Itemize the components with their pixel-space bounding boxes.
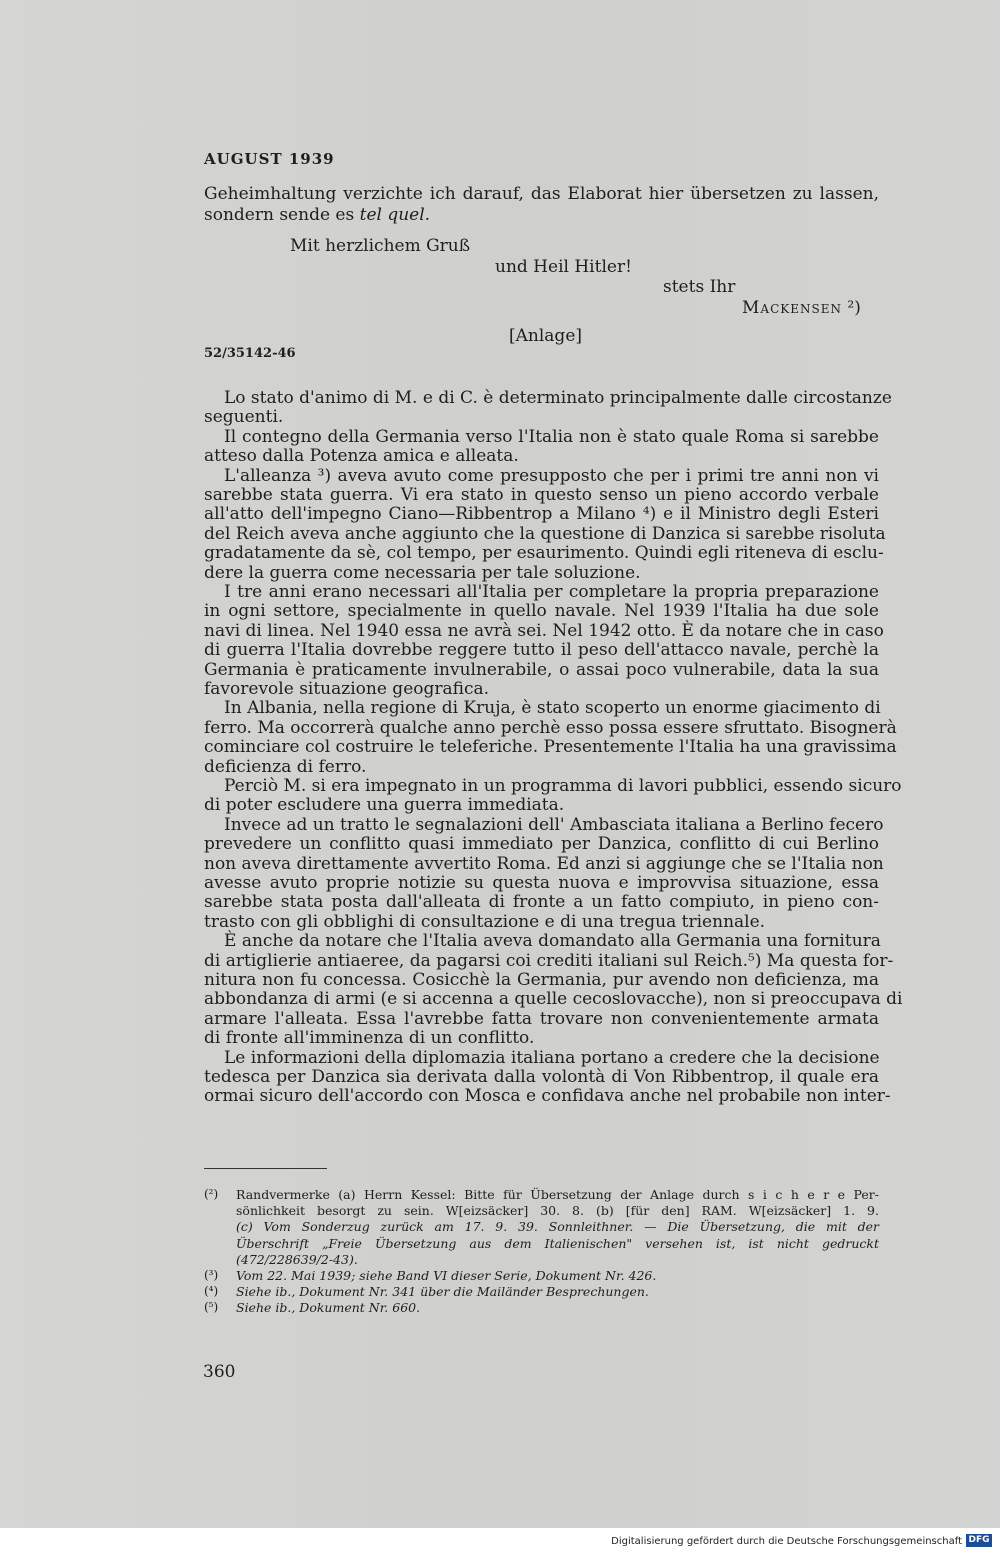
intro-text: sondern sende es tel quel. [204,205,431,225]
intro-line [204,206,879,225]
body-line: prevedere un conflitto quasi immediato per Danzica, conflitto di cui Berlino [204,834,879,855]
footnote-number: (⁴) [204,1284,219,1299]
footnote-line: Überschrift „Freie Übersetzung aus dem Italienischen" versehen ist, ist nicht gedruckt [236,1235,879,1251]
body-line: in ogni settore, specialmente in quello navale. Nel 1939 l'Italia ha due sole [204,601,879,622]
body-line: Germania è praticamente invulnerabile, o assai poco vulnerabile, data la sua [204,659,879,680]
body-line: di artiglierie antiaeree, da pagarsi coi crediti italiani sul Reich.⁵) Ma questa for- [204,950,894,971]
body-line: deficienza di ferro. [204,756,367,777]
anlage-heading: [Anlage] [509,326,583,346]
body-line: di poter escludere una guerra immediata. [204,795,565,816]
document-reference: 52/35142-46 [204,346,296,361]
running-header: AUGUST 1939 [204,150,335,168]
closing-heil: und Heil Hitler! [495,257,632,277]
footnote-line: (c) Vom Sonderzug zurück am 17. 9. 39. Sonnleithner. — Die Übersetzung, die mit der [236,1219,879,1235]
dfg-logo: DFG [966,1534,992,1547]
footnote-line: (472/228639/2-43). [236,1251,358,1267]
body-line: In Albania, nella regione di Kruja, è stato scoperto un enorme giacimento di [224,698,881,719]
body-line: armare l'alleata. Essa l'avrebbe fatta trovare non convenientemente armata [204,1008,879,1029]
body-line: Perciò M. si era impegnato in un programma di lavori pubblici, essendo sicuro [224,776,902,796]
body-line: di guerra l'Italia dovrebbe reggere tutto il peso dell'attacco navale, perchè la [204,640,879,661]
footnote-line: Randvermerke (a) Herrn Kessel: Bitte für Übersetzung der Anlage durch s i c h e r e Per- [236,1187,879,1202]
body-line: Le informazioni della diplomazia italiana portano a credere che la decisione [224,1047,880,1068]
signature-footnote-mark: ²) [847,298,861,318]
body-line: Lo stato d'animo di M. e di C. è determinato principalmente dalle circostanze [224,388,892,408]
footnote-number: (⁵) [204,1300,219,1315]
body-line: favorevole situazione geografica. [204,679,490,699]
body-line: avesse avuto proprie notizie su questa nuova e improvvisa situazione, essa [204,873,879,893]
closing-greeting: Mit herzlichem Gruß [290,236,471,256]
footnote-number: (²) [204,1187,219,1201]
footnote-line: Siehe ib., Dokument Nr. 341 über die Mailänder Besprechungen. [236,1284,649,1300]
signature-name: Mackensen [742,298,842,318]
body-line: nitura non fu concessa. Cosicchè la Germania, pur avendo non deficienza, ma [204,970,879,990]
body-line: atteso dalla Potenza amica e alleata. [204,446,519,467]
footnote-number: (³) [204,1268,219,1282]
body-line: tedesca per Danzica sia derivata dalla volontà di Von Ribbentrop, il quale era [204,1067,879,1087]
body-line: Il contegno della Germania verso l'Italia non è stato quale Roma si sarebbe [224,426,879,447]
body-line: L'alleanza ³) aveva avuto come presupposto che per i primi tre anni non vi [224,465,879,486]
footnote-line: Siehe ib., Dokument Nr. 660. [236,1300,421,1316]
body-line: cominciare col costruire le teleferiche. Presentemente l'Italia ha una gravissima [204,737,897,758]
signature [742,298,861,318]
intro-line: Geheimhaltung verzichte ich darauf, das Elaborat hier übersetzen zu lassen, [204,184,879,204]
body-line: seguenti. [204,407,284,428]
body-line: sarebbe stata posta dall'alleata di fronte a un fatto compiuto, in pieno con- [204,892,879,913]
body-line: non aveva direttamente avvertito Roma. Ed anzi si aggiunge che se l'Italia non [204,853,884,874]
body-line: di fronte all'imminenza di un conflitto. [204,1028,535,1049]
page-number: 360 [203,1362,236,1382]
body-line: dere la guerra come necessaria per tale soluzione. [204,562,641,583]
body-line: Invece ad un tratto le segnalazioni dell' Ambasciata italiana a Berlino fecero [224,814,884,835]
body-line: all'atto dell'impegno Ciano—Ribbentrop a Milano ⁴) e il Ministro degli Esteri [204,504,879,525]
closing-stets: stets Ihr [663,277,736,297]
body-line: ferro. Ma occorrerà qualche anno perchè esso possa essere sfruttato. Bisognerà [204,717,897,738]
body-line: del Reich aveva anche aggiunto che la questione di Danzica si sarebbe risoluta [204,523,886,544]
body-line: sarebbe stata guerra. Vi era stato in questo senso un pieno accordo verbale [204,485,879,505]
footnote-line: sönlichkeit besorgt zu sein. W[eizsäcker] 30. 8. (b) [für den] RAM. W[eizsäcker] 1. 9. [236,1203,879,1219]
body-line: ormai sicuro dell'accordo con Mosca e confidava anche nel probabile non inter- [204,1086,891,1107]
body-line: I tre anni erano necessari all'Italia per completare la propria preparazione [224,582,879,602]
footer-credit: Digitalisierung gefördert durch die Deutsche Forschungsgemeinschaft [611,1536,962,1547]
body-line: trasto con gli obblighi di consultazione e di una tregua triennale. [204,911,766,932]
footnote-line: Vom 22. Mai 1939; siehe Band VI dieser Serie, Dokument Nr. 426. [236,1268,657,1283]
body-line: abbondanza di armi (e si accenna a quelle cecoslovacche), non si preoccupava di [204,989,903,1010]
body-line: È anche da notare che l'Italia aveva domandato alla Germania una fornitura [224,931,881,952]
body-line: gradatamente da sè, col tempo, per esaurimento. Quindi egli riteneva di esclu- [204,543,884,564]
body-line: navi di linea. Nel 1940 essa ne avrà sei. Nel 1942 otto. È da notare che in caso [204,620,884,641]
footnote-rule [204,1168,327,1169]
